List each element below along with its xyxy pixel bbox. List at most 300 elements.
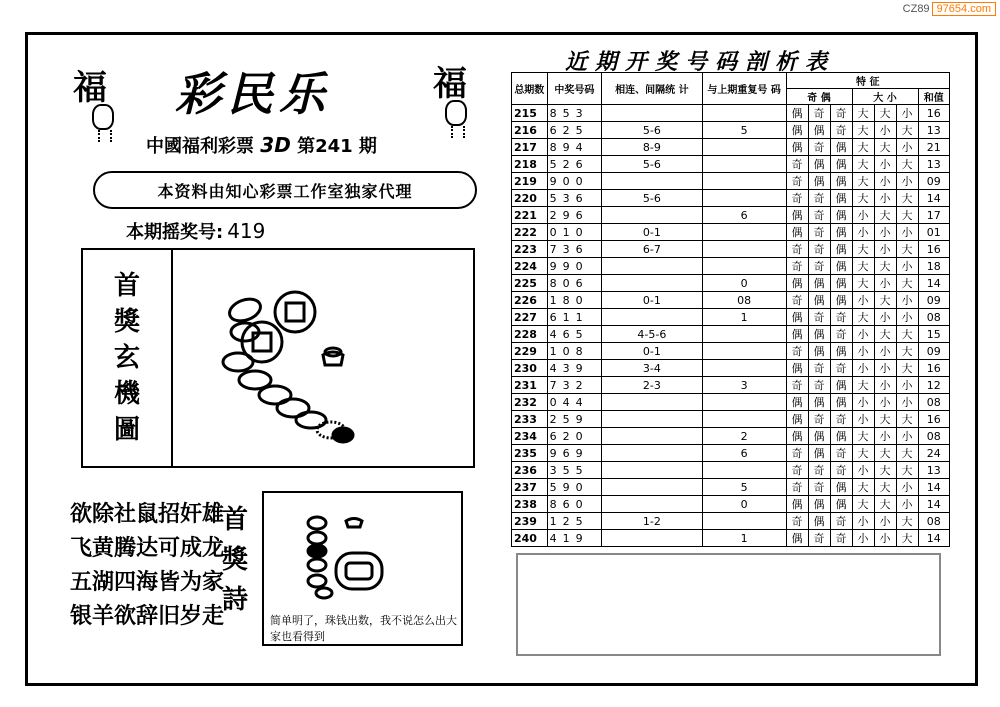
- odd-even-cell: 偶: [808, 156, 830, 173]
- big-small-cell: 小: [874, 275, 896, 292]
- odd-even-cell: 偶: [786, 105, 808, 122]
- table-row: [512, 343, 950, 360]
- winning-number-cell: 108: [547, 343, 601, 360]
- table-row: [512, 513, 950, 530]
- big-small-cell: 大: [896, 411, 918, 428]
- fu-character-left: 福: [73, 68, 107, 108]
- table-row: [512, 360, 950, 377]
- odd-even-cell: 奇: [808, 377, 830, 394]
- big-small-cell: 小: [874, 190, 896, 207]
- big-small-cell: 大: [874, 326, 896, 343]
- big-small-cell: 大: [852, 309, 874, 326]
- big-small-cell: 大: [852, 241, 874, 258]
- draw-analysis-table: [511, 72, 950, 547]
- odd-even-cell: 奇: [808, 190, 830, 207]
- winning-number-cell: 180: [547, 292, 601, 309]
- sum-cell: 08: [918, 309, 950, 326]
- poem-note: 简单明了，珠钱出数，我不说怎么出大家也看得到: [270, 614, 457, 643]
- table-row: [512, 224, 950, 241]
- big-small-cell: 小: [896, 496, 918, 513]
- header-issue: 总期数: [512, 73, 548, 105]
- winning-number-cell: 969: [547, 445, 601, 462]
- repeat-cell: [702, 139, 786, 156]
- consecutive-cell: [602, 105, 703, 122]
- odd-even-cell: 奇: [808, 139, 830, 156]
- header-feature: 特 征: [786, 73, 950, 89]
- big-small-cell: 大: [874, 105, 896, 122]
- big-small-cell: 小: [874, 530, 896, 547]
- big-small-cell: 小: [852, 513, 874, 530]
- consecutive-cell: [602, 479, 703, 496]
- odd-even-cell: 偶: [830, 156, 852, 173]
- table-row: [512, 496, 950, 513]
- poem-line: 银羊欲辞旧岁走: [70, 604, 225, 629]
- odd-even-cell: 偶: [786, 122, 808, 139]
- draw-number: 419: [227, 219, 266, 243]
- big-small-cell: 小: [852, 224, 874, 241]
- poem-picture-box: [262, 491, 463, 646]
- odd-even-cell: 偶: [830, 479, 852, 496]
- sum-cell: 08: [918, 428, 950, 445]
- odd-even-cell: 奇: [830, 530, 852, 547]
- repeat-cell: [702, 156, 786, 173]
- big-small-cell: 大: [874, 139, 896, 156]
- odd-even-cell: 偶: [808, 275, 830, 292]
- issue-cell: 228: [512, 326, 548, 343]
- repeat-cell: 2: [702, 428, 786, 445]
- issue-cell: 235: [512, 445, 548, 462]
- consecutive-cell: [602, 462, 703, 479]
- consecutive-cell: 5-6: [602, 156, 703, 173]
- consecutive-cell: 0-1: [602, 343, 703, 360]
- odd-even-cell: 奇: [808, 207, 830, 224]
- header-consecutive: 相连、间隔统 计: [602, 73, 703, 105]
- issue-cell: 220: [512, 190, 548, 207]
- odd-even-cell: 偶: [808, 122, 830, 139]
- header-big-small: 大 小: [852, 89, 918, 105]
- issue-cell: 218: [512, 156, 548, 173]
- sum-cell: 13: [918, 462, 950, 479]
- table-row: [512, 326, 950, 343]
- big-small-cell: 小: [852, 207, 874, 224]
- big-small-cell: 小: [896, 377, 918, 394]
- big-small-cell: 大: [874, 479, 896, 496]
- issue-cell: 236: [512, 462, 548, 479]
- big-small-cell: 小: [896, 258, 918, 275]
- watermark-site-link[interactable]: 97654.com: [932, 2, 996, 16]
- table-row: [512, 207, 950, 224]
- odd-even-cell: 奇: [830, 462, 852, 479]
- repeat-cell: [702, 105, 786, 122]
- winning-number-cell: 853: [547, 105, 601, 122]
- repeat-cell: 0: [702, 275, 786, 292]
- table-row: [512, 292, 950, 309]
- big-small-cell: 小: [896, 292, 918, 309]
- big-small-cell: 大: [874, 445, 896, 462]
- issue-cell: 221: [512, 207, 548, 224]
- odd-even-cell: 奇: [830, 513, 852, 530]
- odd-even-cell: 偶: [786, 394, 808, 411]
- winning-number-cell: 536: [547, 190, 601, 207]
- issue-cell: 216: [512, 122, 548, 139]
- odd-even-cell: 偶: [830, 224, 852, 241]
- big-small-cell: 小: [896, 224, 918, 241]
- repeat-cell: [702, 462, 786, 479]
- table-row: [512, 190, 950, 207]
- subtitle-3d: 3D: [260, 133, 291, 157]
- lantern-right-icon: [445, 100, 467, 126]
- big-small-cell: 小: [874, 241, 896, 258]
- big-small-cell: 小: [852, 292, 874, 309]
- odd-even-cell: 奇: [808, 309, 830, 326]
- fu-character-right: 福: [433, 64, 467, 104]
- table-row: [512, 394, 950, 411]
- big-small-cell: 大: [896, 530, 918, 547]
- big-small-cell: 小: [852, 411, 874, 428]
- winning-number-cell: 355: [547, 462, 601, 479]
- table-row: [512, 309, 950, 326]
- repeat-cell: 1: [702, 309, 786, 326]
- big-small-cell: 小: [896, 173, 918, 190]
- odd-even-cell: 偶: [830, 241, 852, 258]
- winning-number-cell: 806: [547, 275, 601, 292]
- big-small-cell: 大: [852, 479, 874, 496]
- big-small-cell: 大: [852, 173, 874, 190]
- table-row: [512, 275, 950, 292]
- issue-cell: 226: [512, 292, 548, 309]
- big-small-cell: 大: [852, 445, 874, 462]
- table-title: 近期开奖号码剖析表: [565, 49, 836, 75]
- odd-even-cell: 偶: [808, 513, 830, 530]
- big-small-cell: 小: [852, 343, 874, 360]
- poem-tag: [222, 500, 252, 620]
- big-small-cell: 大: [896, 343, 918, 360]
- watermark-code: CZ89: [902, 3, 930, 15]
- big-small-cell: 大: [874, 496, 896, 513]
- big-small-cell: 大: [896, 513, 918, 530]
- odd-even-cell: 偶: [830, 496, 852, 513]
- clue-label-char: 圖: [113, 415, 140, 445]
- odd-even-cell: 奇: [808, 241, 830, 258]
- big-small-cell: 大: [896, 326, 918, 343]
- sum-cell: 16: [918, 360, 950, 377]
- table-row: [512, 105, 950, 122]
- big-small-cell: 小: [874, 122, 896, 139]
- issue-cell: 227: [512, 309, 548, 326]
- table-row: [512, 156, 950, 173]
- odd-even-cell: 奇: [830, 105, 852, 122]
- repeat-cell: [702, 241, 786, 258]
- big-small-cell: 大: [896, 445, 918, 462]
- big-small-cell: 大: [852, 156, 874, 173]
- winning-number-cell: 526: [547, 156, 601, 173]
- consecutive-cell: [602, 411, 703, 428]
- odd-even-cell: 偶: [808, 394, 830, 411]
- odd-even-cell: 奇: [830, 122, 852, 139]
- big-small-cell: 大: [874, 292, 896, 309]
- odd-even-cell: 奇: [786, 258, 808, 275]
- odd-even-cell: 偶: [786, 428, 808, 445]
- odd-even-cell: 奇: [786, 241, 808, 258]
- clue-label-char: 首: [113, 271, 140, 301]
- big-small-cell: 大: [852, 122, 874, 139]
- odd-even-cell: 奇: [808, 530, 830, 547]
- repeat-cell: [702, 173, 786, 190]
- repeat-cell: [702, 258, 786, 275]
- table-row: [512, 462, 950, 479]
- odd-even-cell: 偶: [808, 343, 830, 360]
- odd-even-cell: 奇: [808, 411, 830, 428]
- clue-box: [81, 248, 475, 468]
- odd-even-cell: 偶: [786, 496, 808, 513]
- big-small-cell: 大: [874, 207, 896, 224]
- odd-even-cell: 偶: [808, 173, 830, 190]
- odd-even-cell: 奇: [786, 377, 808, 394]
- repeat-cell: [702, 513, 786, 530]
- table-row: [512, 139, 950, 156]
- big-small-cell: 小: [896, 309, 918, 326]
- sum-cell: 01: [918, 224, 950, 241]
- subtitle-prefix: 中國福利彩票: [146, 136, 254, 157]
- winning-number-cell: 590: [547, 479, 601, 496]
- sum-cell: 09: [918, 292, 950, 309]
- blank-notes-box: [516, 553, 941, 656]
- clue-label-char: 玄: [113, 343, 140, 373]
- issue-subtitle: [146, 132, 377, 158]
- table-row: [512, 530, 950, 547]
- consecutive-cell: 5-6: [602, 122, 703, 139]
- odd-even-cell: 偶: [830, 275, 852, 292]
- odd-even-cell: 偶: [830, 139, 852, 156]
- table-body: [512, 105, 950, 547]
- big-small-cell: 小: [852, 530, 874, 547]
- odd-even-cell: 奇: [786, 190, 808, 207]
- agent-notice: 本资料由知心彩票工作室独家代理: [93, 171, 477, 209]
- issue-cell: 238: [512, 496, 548, 513]
- table-row: [512, 122, 950, 139]
- odd-even-cell: 偶: [830, 190, 852, 207]
- repeat-cell: [702, 190, 786, 207]
- big-small-cell: 大: [852, 275, 874, 292]
- odd-even-cell: 奇: [786, 462, 808, 479]
- issue-cell: 240: [512, 530, 548, 547]
- big-small-cell: 小: [852, 360, 874, 377]
- issue-cell: 225: [512, 275, 548, 292]
- big-small-cell: 大: [896, 275, 918, 292]
- repeat-cell: 0: [702, 496, 786, 513]
- odd-even-cell: 奇: [786, 445, 808, 462]
- consecutive-cell: 0-1: [602, 224, 703, 241]
- odd-even-cell: 偶: [808, 445, 830, 462]
- repeat-cell: 08: [702, 292, 786, 309]
- big-small-cell: 小: [874, 428, 896, 445]
- odd-even-cell: 偶: [786, 411, 808, 428]
- sum-cell: 14: [918, 275, 950, 292]
- sum-cell: 24: [918, 445, 950, 462]
- repeat-cell: 3: [702, 377, 786, 394]
- odd-even-cell: 偶: [830, 343, 852, 360]
- table-row: [512, 428, 950, 445]
- poem-tag-char: 獎: [222, 545, 249, 575]
- draw-number-line: [126, 218, 265, 244]
- odd-even-cell: 奇: [808, 105, 830, 122]
- big-small-cell: 小: [874, 377, 896, 394]
- odd-even-cell: 奇: [786, 156, 808, 173]
- table-row: [512, 377, 950, 394]
- big-small-cell: 小: [874, 309, 896, 326]
- consecutive-cell: 5-6: [602, 190, 703, 207]
- clue-drawing-coins-icon: [175, 250, 473, 466]
- sum-cell: 14: [918, 190, 950, 207]
- repeat-cell: [702, 224, 786, 241]
- repeat-cell: [702, 343, 786, 360]
- sum-cell: 08: [918, 513, 950, 530]
- sum-cell: 15: [918, 326, 950, 343]
- big-small-cell: 小: [874, 343, 896, 360]
- sum-cell: 14: [918, 496, 950, 513]
- winning-number-cell: 259: [547, 411, 601, 428]
- winning-number-cell: 125: [547, 513, 601, 530]
- winning-number-cell: 439: [547, 360, 601, 377]
- repeat-cell: [702, 411, 786, 428]
- sum-cell: 13: [918, 122, 950, 139]
- sum-cell: 14: [918, 479, 950, 496]
- big-small-cell: 小: [874, 173, 896, 190]
- consecutive-cell: 3-4: [602, 360, 703, 377]
- consecutive-cell: 6-7: [602, 241, 703, 258]
- sum-cell: 09: [918, 343, 950, 360]
- odd-even-cell: 奇: [786, 479, 808, 496]
- winning-number-cell: 296: [547, 207, 601, 224]
- odd-even-cell: 偶: [786, 326, 808, 343]
- sum-cell: 18: [918, 258, 950, 275]
- consecutive-cell: [602, 173, 703, 190]
- big-small-cell: 大: [852, 105, 874, 122]
- consecutive-cell: [602, 207, 703, 224]
- issue-cell: 234: [512, 428, 548, 445]
- winning-number-cell: 620: [547, 428, 601, 445]
- big-small-cell: 小: [896, 394, 918, 411]
- odd-even-cell: 奇: [808, 224, 830, 241]
- winning-number-cell: 732: [547, 377, 601, 394]
- big-small-cell: 大: [852, 190, 874, 207]
- big-small-cell: 小: [874, 513, 896, 530]
- winning-number-cell: 044: [547, 394, 601, 411]
- winning-number-cell: 860: [547, 496, 601, 513]
- odd-even-cell: 奇: [830, 326, 852, 343]
- odd-even-cell: 偶: [830, 292, 852, 309]
- big-small-cell: 大: [896, 190, 918, 207]
- sum-cell: 16: [918, 105, 950, 122]
- big-small-cell: 大: [896, 462, 918, 479]
- odd-even-cell: 偶: [808, 496, 830, 513]
- header-odd-even: 奇 偶: [786, 89, 852, 105]
- odd-even-cell: 偶: [830, 258, 852, 275]
- big-small-cell: 大: [874, 411, 896, 428]
- odd-even-cell: 奇: [830, 411, 852, 428]
- table-row: [512, 258, 950, 275]
- repeat-cell: 1: [702, 530, 786, 547]
- issue-cell: 217: [512, 139, 548, 156]
- odd-even-cell: 偶: [830, 428, 852, 445]
- winning-number-cell: 611: [547, 309, 601, 326]
- table-row: [512, 411, 950, 428]
- repeat-cell: 5: [702, 122, 786, 139]
- winning-number-cell: 465: [547, 326, 601, 343]
- repeat-cell: [702, 326, 786, 343]
- big-small-cell: 小: [874, 224, 896, 241]
- odd-even-cell: 奇: [830, 445, 852, 462]
- big-small-cell: 大: [852, 377, 874, 394]
- clue-label: [83, 250, 173, 466]
- odd-even-cell: 偶: [830, 173, 852, 190]
- odd-even-cell: 奇: [786, 173, 808, 190]
- odd-even-cell: 奇: [808, 479, 830, 496]
- big-small-cell: 小: [896, 105, 918, 122]
- odd-even-cell: 奇: [786, 513, 808, 530]
- winning-number-cell: 419: [547, 530, 601, 547]
- big-small-cell: 小: [874, 156, 896, 173]
- big-small-cell: 大: [896, 122, 918, 139]
- subtitle-issue: 第241 期: [297, 136, 377, 157]
- issue-cell: 232: [512, 394, 548, 411]
- poem-line: 飞黄腾达可成龙: [70, 536, 225, 561]
- consecutive-cell: 2-3: [602, 377, 703, 394]
- winning-number-cell: 900: [547, 173, 601, 190]
- odd-even-cell: 偶: [786, 207, 808, 224]
- big-small-cell: 小: [896, 479, 918, 496]
- odd-even-cell: 奇: [786, 292, 808, 309]
- big-small-cell: 大: [896, 156, 918, 173]
- issue-cell: 219: [512, 173, 548, 190]
- odd-even-cell: 偶: [786, 360, 808, 377]
- odd-even-cell: 偶: [830, 377, 852, 394]
- header-repeat: 与上期重复号 码: [702, 73, 786, 105]
- poem-text: [70, 498, 224, 634]
- consecutive-cell: [602, 275, 703, 292]
- sum-cell: 16: [918, 411, 950, 428]
- odd-even-cell: 偶: [808, 292, 830, 309]
- consecutive-cell: [602, 530, 703, 547]
- big-small-cell: 大: [852, 258, 874, 275]
- issue-cell: 230: [512, 360, 548, 377]
- sum-cell: 17: [918, 207, 950, 224]
- odd-even-cell: 偶: [786, 275, 808, 292]
- repeat-cell: 5: [702, 479, 786, 496]
- repeat-cell: 6: [702, 207, 786, 224]
- table-header-row: [512, 73, 950, 89]
- lantern-left-icon: [92, 104, 114, 130]
- winning-number-cell: 894: [547, 139, 601, 156]
- poem-line: 欲除社鼠招奸雄: [70, 502, 225, 527]
- consecutive-cell: [602, 445, 703, 462]
- issue-cell: 229: [512, 343, 548, 360]
- sum-cell: 12: [918, 377, 950, 394]
- sum-cell: 21: [918, 139, 950, 156]
- consecutive-cell: 0-1: [602, 292, 703, 309]
- consecutive-cell: [602, 258, 703, 275]
- header-sum: 和值: [918, 89, 950, 105]
- odd-even-cell: 偶: [830, 207, 852, 224]
- clue-label-char: 獎: [113, 307, 140, 337]
- big-small-cell: 小: [852, 394, 874, 411]
- big-small-cell: 小: [852, 462, 874, 479]
- odd-even-cell: 偶: [786, 530, 808, 547]
- poem-tag-char: 詩: [222, 585, 249, 615]
- big-small-cell: 大: [874, 462, 896, 479]
- odd-even-cell: 偶: [786, 139, 808, 156]
- odd-even-cell: 奇: [786, 343, 808, 360]
